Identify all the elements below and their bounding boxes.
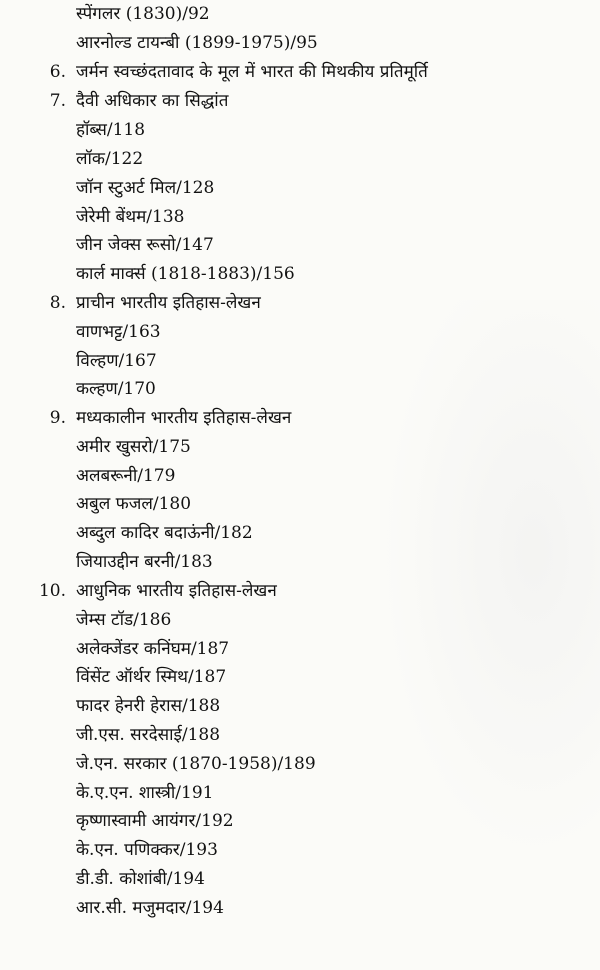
chapter-number: 9.: [49, 408, 66, 428]
toc-page: स्पेंगलर (1830)/92 आरनोल्ड टायन्बी (1899-1975)/95 6. जर्मन स्वच्छंदतावाद के मूल में भारत की मिथकीय प्रतिमूर्ति 7. दैवी अधिकार का सिद्धांत हॉब्स/118 लॉक/122 जॉन स्टुअर्ट मिल/128 जेरेमी बेंथम/138 जीन जेक्स रूसो/147 कार्ल मार्क्स (1818-1883)/156 8. प्राचीन भारतीय इतिहास-लेखन वाणभट्ट/163 विल्हण/167 कल्हण/170 9. मध्यकालीन भारतीय इतिहास-लेखन अमीर खुसरो/175 अलबरूनी/179 अबुल फजल/180 अब्दुल कादिर बदाऊंनी/182 जियाउद्दीन बरनी/183 10. आधुनिक भारतीय इतिहास-लेखन जेम्स टॉड/186 अलेक्जेंडर कनिंघम/187 विंसेंट ऑर्थर स्मिथ/187 फादर हेनरी हेरास/188 जी.एस. सरदेसाई/188 जे.एन. सरकार (1870-1958)/189 के.ए.एन. शास्त्री/191 कृष्णास्वामी आयंगर/192 के.एन. पणिक्कर/193 डी.डी. कोशांबी/194 आर.सी. मजुमदार/194: [0, 0, 600, 970]
chapter-title: मध्यकालीन भारतीय इतिहास-लेखन: [76, 408, 292, 428]
chapter-title: प्राचीन भारतीय इतिहास-लेखन: [76, 293, 261, 313]
chapter-number: 7.: [49, 91, 66, 111]
chapter-number: 10.: [38, 581, 66, 601]
chapter-number: 6.: [49, 62, 66, 82]
page-bleed-through: [380, 300, 600, 860]
chapter-title: दैवी अधिकार का सिद्धांत: [76, 91, 229, 111]
chapter-title: जर्मन स्वच्छंदतावाद के मूल में भारत की मिथकीय प्रतिमूर्ति: [76, 62, 428, 82]
chapter-number: 8.: [49, 293, 66, 313]
chapter-title: आधुनिक भारतीय इतिहास-लेखन: [76, 581, 277, 601]
